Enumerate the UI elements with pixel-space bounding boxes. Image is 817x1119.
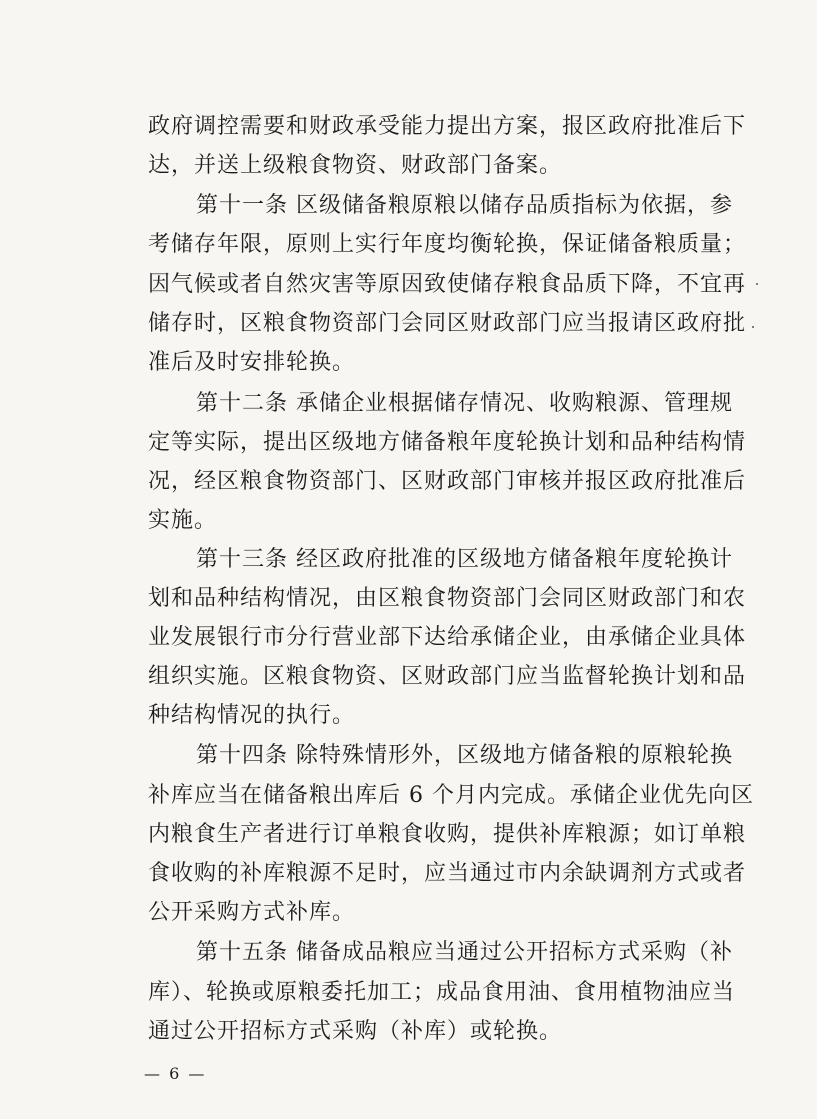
text-line: 公开采购方式补库。 [148,900,356,925]
article-12-heading-line: 第十二条 承储企业根据储存情况、收购粮源、管理规 [196,391,733,416]
text-line: 储存时，区粮食物资部门会同区财政部门应当报请区政府批 [148,311,747,336]
scan-speck [752,326,754,328]
article-14-heading-line: 第十四条 除特殊情形外，区级地方储备粮的原粮轮换 [196,743,733,768]
text-line: 定等实际，提出区级地方储备粮年度轮换计划和品种结构情 [148,430,747,455]
text-line: 库）、轮换或原粮委托加工；成品食用油、食用植物油应当 [148,980,736,1005]
text-line: 实施。 [148,508,218,533]
text-line: 准后及时安排轮换。 [148,350,356,375]
page-number: — 6 — [144,1064,207,1083]
text-line: 通过公开招标方式采购（补库）或轮换。 [148,1019,563,1044]
text-line: 内粮食生产者进行订单粮食收购，提供补库粮源；如订单粮 [148,822,747,847]
text-line: 因气候或者自然灾害等原因致使储存粮食品质下降，不宜再 [148,272,747,297]
scan-speck [756,283,758,285]
article-13-heading-line: 第十三条 经区政府批准的区级地方储备粮年度轮换计 [196,547,733,572]
text-line: 补库应当在储备粮出库后 6 个月内完成。承储企业优先向区 [148,783,754,808]
article-15-heading-line: 第十五条 储备成品粮应当通过公开招标方式采购（补 [196,940,733,965]
text-line: 划和品种结构情况，由区粮食物资部门会同区财政部门和农 [148,586,747,611]
text-line: 达，并送上级粮食物资、财政部门备案。 [148,153,563,178]
text-line: 业发展银行市分行营业部下达给承储企业，由承储企业具体 [148,625,747,650]
text-line: 况，经区粮食物资部门、区财政部门审核并报区政府批准后 [148,469,747,494]
text-line: 食收购的补库粮源不足时，应当通过市内余缺调剂方式或者 [148,861,747,886]
text-line: 政府调控需要和财政承受能力提出方案，报区政府批准后下 [148,114,747,139]
text-line: 组织实施。区粮食物资、区财政部门应当监督轮换计划和品 [148,664,747,689]
text-line: 考储存年限，原则上实行年度均衡轮换，保证储备粮质量； [148,232,747,257]
text-line: 种结构情况的执行。 [148,703,356,728]
article-11-heading-line: 第十一条 区级储备粮原粮以储存品质指标为依据，参 [196,193,733,218]
